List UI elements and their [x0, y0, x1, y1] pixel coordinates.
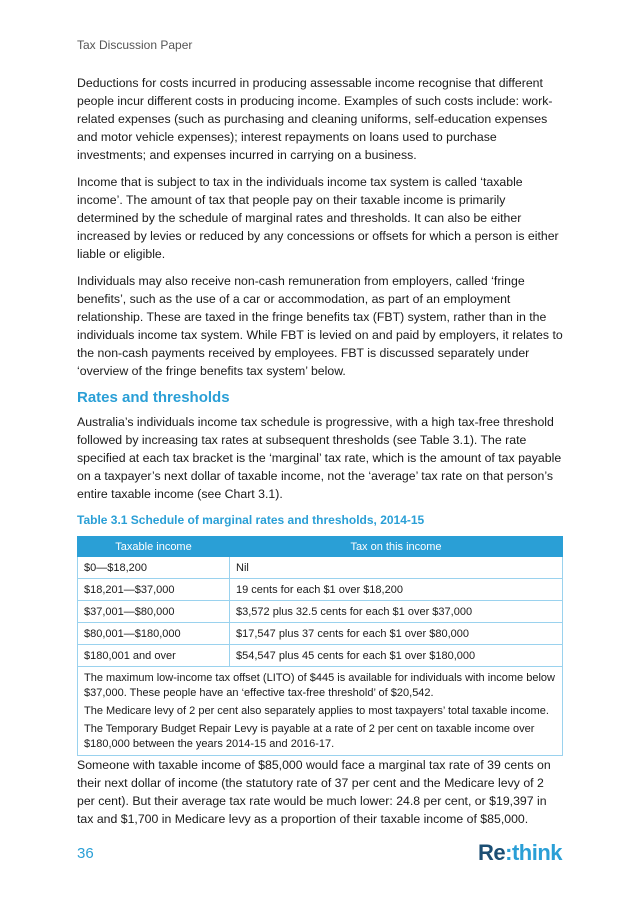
table-notes-row: [78, 667, 563, 756]
table-cell-income: $80,001—$180,000: [78, 623, 230, 645]
table-cell-tax: $17,547 plus 37 cents for each $1 over $80,000: [230, 623, 563, 645]
note-budget-repair-levy: The Temporary Budget Repair Levy is payable at a rate of 2 per cent on taxable income over $180,000 between the years 2014-15 and 2016-17.: [84, 723, 535, 750]
note-medicare: The Medicare levy of 2 per cent also separately applies to most taxpayers’ total taxable income.: [84, 705, 549, 717]
table-cell-income: $180,001 and over: [78, 645, 230, 667]
section-heading: Rates and thresholds: [77, 389, 230, 406]
logo-part-colon: :: [505, 840, 512, 865]
table-cell-tax: $3,572 plus 32.5 cents for each $1 over $37,000: [230, 601, 563, 623]
column-header-tax: Tax on this income: [230, 537, 563, 557]
note-lito: The maximum low-income tax offset (LITO) of $445 is available for individuals with income below $37,000. These people have an ‘effective tax-free threshold’ of $20,542.: [84, 672, 555, 699]
table-cell-income: $18,201—$37,000: [78, 579, 230, 601]
page-number: 36: [77, 845, 94, 862]
logo-part-think: think: [511, 840, 563, 865]
paragraph-rates: Australia’s individuals income tax schedule is progressive, with a high tax-free threshold followed by increasing tax rates at subsequent thresholds (see Table 3.1). The rate specified at each tax bracket is the ‘marginal’ tax rate, which is the amount of tax payable on a taxpayer’s next dollar of taxable income, not the ‘average’ tax rate on that person’s entire taxable income (see Chart 3.1).: [77, 415, 562, 501]
paragraph-taxable-income: Income that is subject to tax in the individuals income tax system is called ‘taxable income’. The amount of tax that people pay on their taxable income is primarily determined by the schedule of marginal rates and thresholds. It can also be either increased by levies or reduced by any concessions or offsets for which a person is either liable or eligible.: [77, 175, 559, 261]
table-cell-income: $0—$18,200: [78, 557, 230, 579]
table-cell-tax: $54,547 plus 45 cents for each $1 over $180,000: [230, 645, 563, 667]
table-row: [78, 601, 563, 623]
paragraph-fringe-benefits: Individuals may also receive non-cash remuneration from employers, called ‘fringe benefits’, such as the use of a car or accommodation, as part of an employment relationship. These are taxed in the fringe benefits tax (FBT) system, rather than in the individuals income tax system. While FBT is levied on and paid by employers, it relates to the non-cash payments received by employees. FBT is discussed separately under ‘overview of the fringe benefits tax system’ below.: [77, 274, 563, 378]
column-header-taxable-income: Taxable income: [78, 537, 230, 557]
rates-table: [77, 536, 563, 756]
paragraph-example: Someone with taxable income of $85,000 would face a marginal tax rate of 39 cents on their next dollar of income (the statutory rate of 37 per cent and the Medicare levy of 2 per cent). But their average tax rate would be much lower: 24.8 per cent, or $19,397 in tax and $1,700 in Medicare levy as a proportion of their taxable income of $85,000.: [77, 758, 551, 826]
page-content: [77, 74, 565, 837]
table-row: [78, 623, 563, 645]
table-cell-tax: 19 cents for each $1 over $18,200: [230, 579, 563, 601]
paragraph-deductions: Deductions for costs incurred in producing assessable income recognise that different people incur different costs in producing income. Examples of such costs include: work-related expenses (such as purchasing and cleaning uniforms, self-education expenses and motor vehicle expenses); interest repayments on loans used to purchase investments; and expenses incurred in carrying on a business.: [77, 76, 553, 162]
table-notes: [78, 667, 563, 756]
table-cell-tax: Nil: [230, 557, 563, 579]
table-row: [78, 557, 563, 579]
table-cell-income: $37,001—$80,000: [78, 601, 230, 623]
rethink-logo: [478, 840, 562, 866]
running-header: Tax Discussion Paper: [77, 38, 193, 52]
table-row: [78, 645, 563, 667]
logo-part-re: Re: [478, 840, 506, 865]
table-caption: Table 3.1 Schedule of marginal rates and thresholds, 2014-15: [77, 513, 425, 527]
table-header-row: [78, 537, 563, 557]
table-row: [78, 579, 563, 601]
